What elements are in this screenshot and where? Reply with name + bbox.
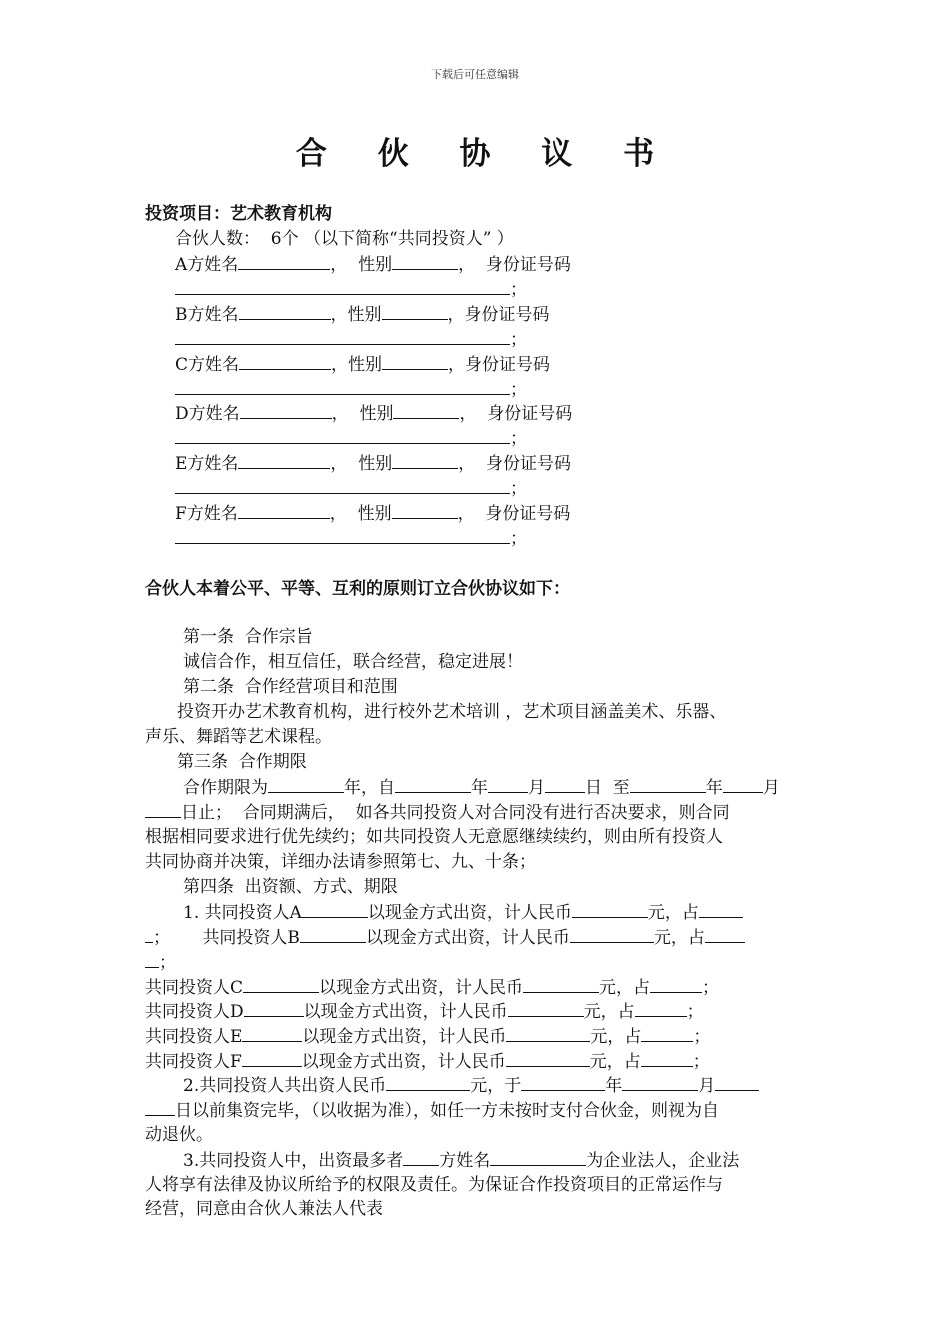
label: 月 [528, 778, 545, 798]
label: 为企业法人，企业法 [586, 1151, 740, 1171]
name-blank[interactable] [238, 501, 330, 519]
article-2-body-line-2: 声乐、舞蹈等艺术课程。 [145, 727, 332, 747]
blank[interactable] [300, 925, 366, 943]
label: 方姓名 [439, 1151, 491, 1171]
article-3-line-4: 共同协商并决策，详细办法请参照第七、九、十条； [145, 852, 536, 872]
article-4-row-f [145, 1049, 710, 1074]
article-3-line-1 [183, 775, 780, 800]
label: 共同投资人C [145, 978, 244, 998]
article-4-para-2-line-1 [183, 1073, 759, 1098]
name-blank[interactable] [238, 252, 330, 270]
blank[interactable] [521, 1073, 605, 1091]
article-4-para-3-line-1 [183, 1148, 739, 1173]
label: ； [686, 1002, 704, 1022]
partner-c-line [175, 352, 550, 377]
partner-b-id-line [175, 327, 527, 352]
partner-a-line [175, 252, 571, 277]
article-4-row-b [145, 925, 745, 950]
partner-a-id-line [175, 277, 527, 302]
article-3-line-3: 根据相同要求进行优先续约；如共同投资人无意愿继续续约，则由所有投资人 [145, 827, 723, 847]
blank[interactable] [635, 999, 687, 1017]
name-blank[interactable] [238, 451, 330, 469]
name-blank[interactable] [239, 302, 331, 320]
label: 日 至 [585, 778, 630, 798]
partner-f-line [175, 501, 570, 526]
blank[interactable] [508, 999, 584, 1017]
label: 年 [471, 778, 488, 798]
label: ， 身份证号码 [459, 404, 573, 424]
blank[interactable] [622, 1073, 698, 1091]
blank[interactable] [386, 1073, 470, 1091]
article-4-title: 第四条 出资额、方式、期限 [183, 877, 398, 897]
partner-e-line [175, 451, 571, 476]
id-blank[interactable] [175, 526, 510, 544]
label: 以现金方式出资，计人民币 [319, 978, 524, 998]
label: 共同投资人B [202, 928, 300, 948]
blank[interactable] [641, 1049, 693, 1067]
label: ， 身份证号码 [457, 504, 571, 524]
label: ； [510, 479, 527, 499]
label: ； [510, 330, 527, 350]
label: ； [510, 429, 527, 449]
label: ， 身份证号码 [458, 255, 571, 275]
blank[interactable] [506, 1024, 590, 1042]
gender-blank[interactable] [382, 302, 448, 320]
partner-d-line [175, 401, 572, 426]
label: ，性别 [330, 305, 382, 325]
label: 月 [698, 1076, 716, 1096]
label: 共同投资人D [145, 1002, 244, 1022]
id-blank[interactable] [175, 377, 510, 395]
article-4-row-b-end [145, 950, 176, 975]
label: ， 性别 [331, 404, 394, 424]
blank[interactable] [488, 775, 528, 793]
id-blank[interactable] [175, 476, 510, 494]
blank[interactable] [244, 999, 304, 1017]
label: ， 性别 [330, 454, 393, 474]
blank[interactable] [490, 1148, 586, 1166]
article-2-body-line-1: 投资开办艺术教育机构，进行校外艺术培训 ，艺术项目涵盖美术、乐器、 [177, 702, 727, 722]
gender-blank[interactable] [393, 401, 459, 419]
blank[interactable] [268, 775, 344, 793]
blank[interactable] [403, 1148, 439, 1166]
blank[interactable] [630, 775, 706, 793]
blank[interactable] [523, 975, 599, 993]
article-4-para-2-line-3: 动退伙。 [145, 1125, 213, 1145]
label: 共同投资人F [145, 1052, 242, 1072]
label: ，性别 [331, 355, 383, 375]
article-3-line-2 [145, 800, 730, 825]
partner-e-id-line [175, 476, 527, 501]
label: D方姓名 [175, 404, 240, 424]
label: ， 性别 [329, 504, 392, 524]
blank[interactable] [641, 1024, 693, 1042]
label: 3.共同投资人中，出资最多者 [183, 1151, 404, 1171]
label: ； [692, 1052, 710, 1072]
partner-c-id-line [175, 377, 527, 402]
project-line: 投资项目：艺术教育机构 [145, 204, 332, 224]
label: ； [693, 1027, 711, 1047]
label: 元，占 [590, 1027, 642, 1047]
label: 年 [605, 1076, 623, 1096]
id-blank[interactable] [175, 426, 510, 444]
name-blank[interactable] [240, 401, 332, 419]
partner-d-id-line [175, 426, 527, 451]
blank[interactable] [723, 775, 763, 793]
page-header-note: 下载后可任意编辑 [431, 68, 519, 81]
blank[interactable] [572, 900, 648, 918]
blank[interactable] [395, 775, 471, 793]
article-3-title: 第三条 合作期限 [177, 752, 307, 772]
blank[interactable] [145, 1098, 175, 1116]
label: 以现金方式出资，计人民币 [301, 1052, 506, 1072]
label: ； [510, 380, 527, 400]
label: 以现金方式出资，计人民币 [367, 903, 572, 923]
blank[interactable] [242, 1049, 302, 1067]
id-blank[interactable] [175, 327, 510, 345]
id-blank[interactable] [175, 277, 510, 295]
label: 元，占 [583, 1002, 635, 1022]
article-4-row-c [145, 975, 719, 1000]
label: 年 [705, 778, 723, 798]
label: ，身份证号码 [448, 355, 551, 375]
gender-blank[interactable] [392, 252, 458, 270]
label: 月 [762, 778, 780, 798]
label: ，身份证号码 [447, 305, 550, 325]
article-4-para-2-line-2 [145, 1098, 719, 1123]
label: 日以前集资完毕，（以收据为准），如任一方未按时支付合伙金，则视为自 [175, 1101, 719, 1121]
blank[interactable] [145, 800, 181, 818]
blank[interactable] [506, 1049, 590, 1067]
label: ； [702, 978, 720, 998]
label: ， 性别 [330, 255, 393, 275]
blank[interactable] [715, 1073, 759, 1091]
page-title: 合 伙 协 议 书 [295, 136, 675, 172]
name-blank[interactable] [239, 352, 331, 370]
blank[interactable] [699, 900, 743, 918]
label: 元，占 [647, 903, 699, 923]
label: 以现金方式出资，计人民币 [303, 1002, 508, 1022]
partner-count-line: 合伙人数： 6个 （以下简称“共同投资人” ） [175, 229, 514, 249]
label: 元，占 [589, 1052, 641, 1072]
label: 以现金方式出资，计人民币 [302, 1027, 507, 1047]
blank[interactable] [650, 975, 702, 993]
label: C方姓名 [175, 355, 240, 375]
label: ， 身份证号码 [458, 454, 572, 474]
article-4-para-3-line-2: 人将享有法律及协议所给予的权限及责任。为保证合作投资项目的正常运作与 [145, 1175, 723, 1195]
gender-blank[interactable] [382, 352, 448, 370]
label: ； [159, 953, 176, 973]
partner-f-id-line [175, 526, 527, 551]
label: ； [510, 280, 527, 300]
article-1-body: 诚信合作，相互信任，联合经营，稳定进展！ [183, 652, 523, 672]
partner-b-line [175, 302, 550, 327]
article-1-title: 第一条 合作宗旨 [183, 627, 313, 647]
label: 以现金方式出资，计人民币 [365, 928, 570, 948]
label: 日止； 合同期满后， 如各共同投资人对合同没有进行否决要求，则合同 [181, 803, 730, 823]
label: 元，占 [653, 928, 705, 948]
article-4-row-e [145, 1024, 710, 1049]
label: 年，自 [344, 778, 395, 798]
article-2-title: 第二条 合作经营项目和范围 [183, 677, 398, 697]
gender-blank[interactable] [392, 451, 458, 469]
blank[interactable] [242, 1024, 302, 1042]
label: A方姓名 [175, 255, 239, 275]
label: 2.共同投资人共出资人民币 [183, 1076, 387, 1096]
label: 合作期限为 [183, 778, 268, 798]
blank[interactable] [145, 950, 159, 968]
article-4-row-d [145, 999, 704, 1024]
label: ； [153, 928, 170, 948]
article-4-para-3-line-3: 经营，同意由合伙人兼法人代表 [145, 1199, 383, 1219]
intro-line: 合伙人本着公平、平等、互利的原则订立合伙协议如下： [145, 579, 570, 599]
label: B方姓名 [175, 305, 239, 325]
label: E方姓名 [175, 454, 239, 474]
label: 元，于 [470, 1076, 522, 1096]
blank[interactable] [302, 900, 368, 918]
blank[interactable] [545, 775, 585, 793]
blank[interactable] [705, 925, 745, 943]
gender-blank[interactable] [392, 501, 458, 519]
label: 1. 共同投资人A [183, 903, 302, 923]
label: F方姓名 [175, 504, 238, 524]
label: 共同投资人E [145, 1027, 243, 1047]
blank[interactable] [570, 925, 654, 943]
label: 元，占 [599, 978, 651, 998]
label: ； [510, 529, 527, 549]
blank[interactable] [145, 925, 153, 943]
blank[interactable] [243, 975, 319, 993]
article-4-row-a [183, 900, 743, 925]
